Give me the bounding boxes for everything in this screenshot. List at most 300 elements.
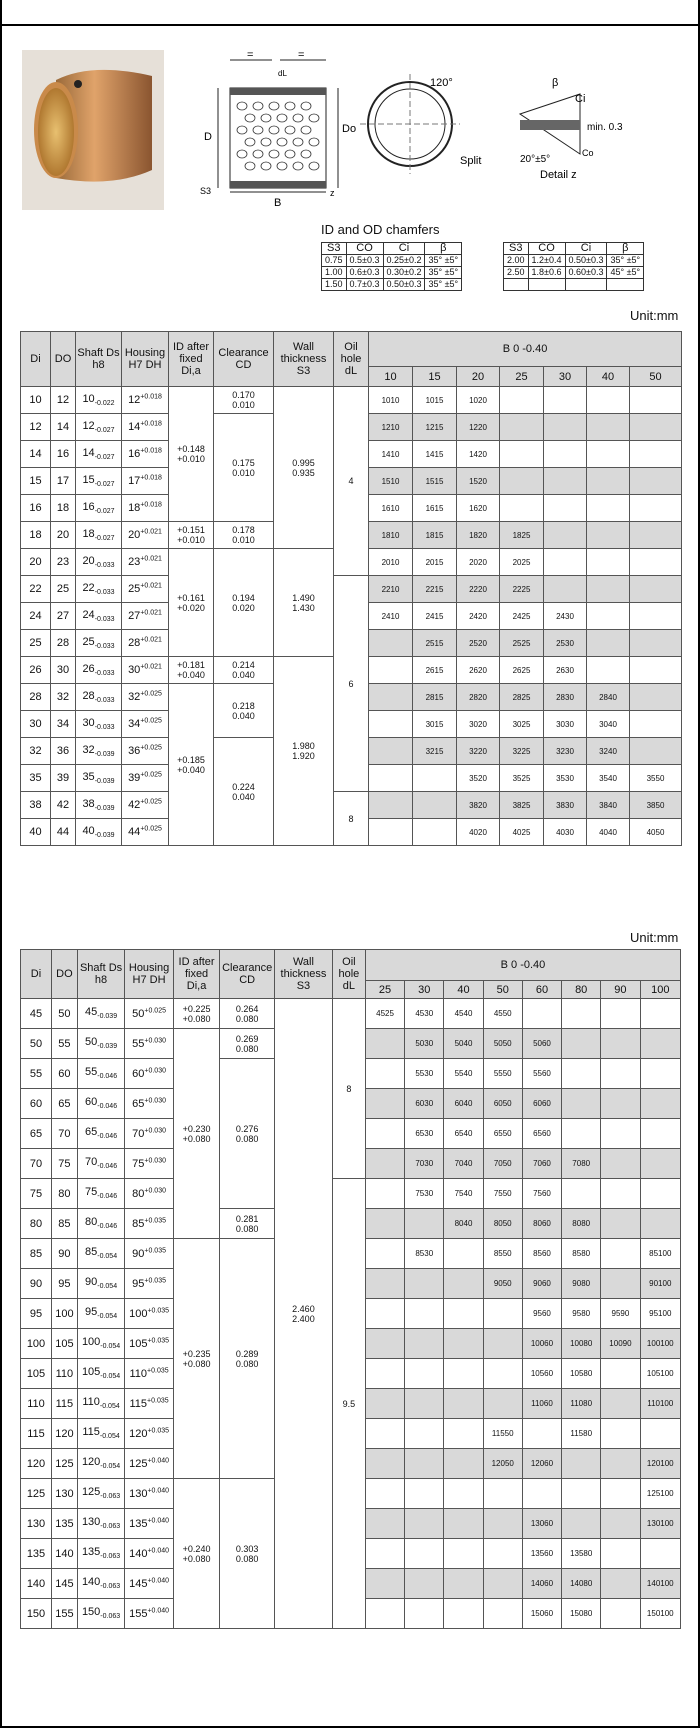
cell-do: 42 bbox=[51, 792, 76, 819]
cell-b bbox=[405, 1479, 444, 1509]
cell-b bbox=[587, 414, 630, 441]
tolerance: -0.027 bbox=[94, 427, 115, 435]
cell-b: 4025 bbox=[500, 819, 544, 846]
value: $135^{+0.040}$ bbox=[129, 1517, 170, 1530]
cell-shaft bbox=[77, 1539, 125, 1569]
cell-di: 22 bbox=[21, 576, 51, 603]
cell-shaft bbox=[76, 387, 122, 414]
cell-b bbox=[630, 630, 682, 657]
cell-b: 7550 bbox=[483, 1179, 522, 1209]
value: $65_{-0.046}$ bbox=[84, 1126, 118, 1141]
cell-b bbox=[405, 1449, 444, 1479]
cell-b: 1815 bbox=[413, 522, 457, 549]
cell-b: 8060 bbox=[522, 1209, 561, 1239]
technical-drawings bbox=[200, 44, 690, 219]
cell-wall: 1.490 1.430 bbox=[274, 549, 334, 657]
value: $40_{-0.039}$ bbox=[82, 824, 115, 840]
header-b-width: 40 bbox=[444, 981, 483, 999]
tolerance: +0.035 bbox=[147, 1367, 169, 1375]
cell-di: 60 bbox=[21, 1089, 52, 1119]
cell-b bbox=[587, 441, 630, 468]
cell-di: 95 bbox=[21, 1299, 52, 1329]
cell-b: 6560 bbox=[522, 1119, 561, 1149]
tolerance: +0.040 bbox=[147, 1547, 170, 1555]
chamfer-table-right bbox=[503, 242, 644, 291]
tolerance: +0.030 bbox=[144, 1097, 166, 1105]
cell-b: 6060 bbox=[522, 1089, 561, 1119]
tolerance: +0.018 bbox=[140, 474, 162, 482]
cell-b bbox=[630, 387, 682, 414]
cell-b bbox=[444, 1599, 483, 1629]
cell-b bbox=[413, 819, 457, 846]
cell-di: 55 bbox=[21, 1059, 52, 1089]
cell-b: 3015 bbox=[413, 711, 457, 738]
cell-di: 35 bbox=[21, 765, 51, 792]
cell-b bbox=[562, 1059, 601, 1089]
cell-b bbox=[365, 1059, 404, 1089]
cell-b bbox=[562, 1089, 601, 1119]
cell-b: 5540 bbox=[444, 1059, 483, 1089]
cell-b: 1515 bbox=[413, 468, 457, 495]
cell-b bbox=[630, 522, 682, 549]
chamfer-cell: 0.30±0.2 bbox=[383, 267, 425, 279]
cell-di: 24 bbox=[21, 603, 51, 630]
cell-b bbox=[544, 549, 587, 576]
cell-b bbox=[483, 1569, 522, 1599]
cell-b bbox=[500, 441, 544, 468]
cell-b: 2025 bbox=[500, 549, 544, 576]
cell-b bbox=[365, 1539, 404, 1569]
chamfer-header: Ci bbox=[383, 243, 425, 255]
value: $135_{-0.063}$ bbox=[81, 1546, 121, 1561]
cell-b: 4550 bbox=[483, 999, 522, 1029]
cell-b bbox=[601, 1449, 640, 1479]
cell-b: 13580 bbox=[562, 1539, 601, 1569]
cell-b bbox=[601, 1059, 640, 1089]
cell-b bbox=[562, 1029, 601, 1059]
cell-di: 25 bbox=[21, 630, 51, 657]
cell-b: 1215 bbox=[413, 414, 457, 441]
cell-housing bbox=[125, 1569, 174, 1599]
tolerance: +0.035 bbox=[147, 1397, 169, 1405]
cell-b bbox=[630, 549, 682, 576]
cell-b: 3540 bbox=[587, 765, 630, 792]
value: $12_{-0.027}$ bbox=[82, 419, 115, 435]
cell-b bbox=[544, 576, 587, 603]
tolerance: +0.025 bbox=[140, 690, 162, 698]
cell-clearance: 0.224 0.040 bbox=[214, 738, 274, 846]
tolerance: +0.030 bbox=[144, 1187, 166, 1195]
cell-shaft bbox=[76, 630, 122, 657]
cell-b: 3850 bbox=[630, 792, 682, 819]
cell-housing bbox=[125, 1239, 174, 1269]
cell-di: 20 bbox=[21, 549, 51, 576]
cell-b: 2620 bbox=[457, 657, 500, 684]
chamfer-cell: 1.8±0.6 bbox=[528, 267, 565, 279]
header-b-width: 30 bbox=[544, 367, 587, 387]
cell-b bbox=[444, 1569, 483, 1599]
cell-b: 3025 bbox=[500, 711, 544, 738]
cell-do: 110 bbox=[51, 1359, 77, 1389]
chamfer-row bbox=[504, 255, 644, 267]
cell-b: 1825 bbox=[500, 522, 544, 549]
cell-shaft bbox=[76, 657, 122, 684]
tolerance: +0.021 bbox=[140, 609, 162, 617]
cell-clearance: 0.303 0.080 bbox=[220, 1479, 275, 1629]
cell-b bbox=[369, 819, 413, 846]
cell-b bbox=[369, 711, 413, 738]
cell-housing bbox=[125, 1509, 174, 1539]
cell-b: 85100 bbox=[640, 1239, 680, 1269]
value: $10_{-0.022}$ bbox=[82, 392, 115, 408]
tolerance: -0.054 bbox=[97, 1283, 118, 1291]
chamfer-cell: 0.25±0.2 bbox=[383, 255, 425, 267]
cell-b: 2825 bbox=[500, 684, 544, 711]
tolerance: -0.027 bbox=[94, 481, 115, 489]
cell-b: 3020 bbox=[457, 711, 500, 738]
tolerance: -0.039 bbox=[94, 751, 115, 759]
cell-b: 2530 bbox=[544, 630, 587, 657]
cell-b: 3220 bbox=[457, 738, 500, 765]
tolerance: +0.018 bbox=[140, 501, 162, 509]
cell-b bbox=[630, 711, 682, 738]
cell-id-after: +0.148 +0.010 bbox=[169, 387, 214, 522]
cell-clearance: 0.214 0.040 bbox=[214, 657, 274, 684]
chamfer-cell: 35° ±5° bbox=[425, 267, 462, 279]
header-b-width: 50 bbox=[630, 367, 682, 387]
value: $140_{-0.063}$ bbox=[81, 1576, 121, 1591]
tolerance: +0.025 bbox=[140, 771, 162, 779]
cell-b: 2420 bbox=[457, 603, 500, 630]
cell-b bbox=[630, 684, 682, 711]
cell-b: 6540 bbox=[444, 1119, 483, 1149]
cell-b: 2415 bbox=[413, 603, 457, 630]
chamfer-row bbox=[322, 279, 462, 291]
header-b-width: 40 bbox=[587, 367, 630, 387]
cell-wall: 2.460 2.400 bbox=[275, 999, 333, 1629]
cell-b bbox=[444, 1539, 483, 1569]
cell-do: 130 bbox=[51, 1479, 77, 1509]
cell-b bbox=[365, 1449, 404, 1479]
value: $145^{+0.040}$ bbox=[129, 1577, 170, 1590]
cell-shaft bbox=[77, 1329, 125, 1359]
header-b-width: 60 bbox=[522, 981, 561, 999]
cell-b bbox=[444, 1509, 483, 1539]
cell-b bbox=[544, 414, 587, 441]
cell-shaft bbox=[77, 1119, 125, 1149]
header-b-width: 50 bbox=[483, 981, 522, 999]
cell-di: 90 bbox=[21, 1269, 52, 1299]
cell-b bbox=[365, 1569, 404, 1599]
cell-b: 5060 bbox=[522, 1029, 561, 1059]
cell-b bbox=[483, 1389, 522, 1419]
cell-b: 1010 bbox=[369, 387, 413, 414]
cell-b: 2425 bbox=[500, 603, 544, 630]
value: $20^{+0.021}$ bbox=[128, 528, 162, 542]
cell-shaft bbox=[77, 1509, 125, 1539]
cell-b: 11060 bbox=[522, 1389, 561, 1419]
cell-housing bbox=[125, 1119, 174, 1149]
eq-right-label: = bbox=[298, 49, 305, 61]
cell-do: 100 bbox=[51, 1299, 77, 1329]
cell-housing bbox=[122, 495, 169, 522]
value: $70_{-0.046}$ bbox=[84, 1156, 118, 1171]
cell-b bbox=[483, 1599, 522, 1629]
cell-do: 75 bbox=[51, 1149, 77, 1179]
cell-housing bbox=[122, 468, 169, 495]
value: $130^{+0.040}$ bbox=[129, 1487, 170, 1500]
cell-b: 2215 bbox=[413, 576, 457, 603]
cell-housing bbox=[122, 603, 169, 630]
cell-b bbox=[365, 1149, 404, 1179]
tolerance: +0.025 bbox=[140, 717, 162, 725]
value: $125_{-0.063}$ bbox=[81, 1486, 121, 1501]
cell-b bbox=[483, 1329, 522, 1359]
cell-b bbox=[630, 495, 682, 522]
cell-wall: 0.995 0.935 bbox=[274, 387, 334, 549]
value: $16_{-0.027}$ bbox=[82, 500, 115, 516]
cell-do: 12 bbox=[51, 387, 76, 414]
cell-b bbox=[405, 1329, 444, 1359]
cell-b: 2410 bbox=[369, 603, 413, 630]
cell-b bbox=[587, 630, 630, 657]
header-b-width: 100 bbox=[640, 981, 680, 999]
cell-di: 38 bbox=[21, 792, 51, 819]
value: $18_{-0.027}$ bbox=[82, 527, 115, 543]
tolerance: -0.039 bbox=[97, 1013, 118, 1021]
cell-housing bbox=[122, 630, 169, 657]
cell-b: 2525 bbox=[500, 630, 544, 657]
z-label: z bbox=[330, 188, 335, 198]
cell-b: 2430 bbox=[544, 603, 587, 630]
header-shaft: Shaft Ds h8 bbox=[76, 332, 122, 387]
cell-b: 150100 bbox=[640, 1599, 680, 1629]
cell-b bbox=[405, 1599, 444, 1629]
cell-b: 9060 bbox=[522, 1269, 561, 1299]
cell-shaft bbox=[77, 1449, 125, 1479]
header-shaft: Shaft Ds h8 bbox=[77, 950, 125, 999]
cell-b: 2830 bbox=[544, 684, 587, 711]
cell-do: 23 bbox=[51, 549, 76, 576]
cell-b: 130100 bbox=[640, 1509, 680, 1539]
cell-shaft bbox=[76, 765, 122, 792]
cell-di: 85 bbox=[21, 1239, 52, 1269]
value: $80^{+0.030}$ bbox=[132, 1187, 166, 1200]
cell-clearance: 0.218 0.040 bbox=[214, 684, 274, 738]
tolerance: +0.025 bbox=[144, 1007, 166, 1015]
chamfer-cell bbox=[565, 279, 607, 291]
cell-b: 1420 bbox=[457, 441, 500, 468]
cell-do: 17 bbox=[51, 468, 76, 495]
cell-b bbox=[562, 1479, 601, 1509]
tolerance: +0.021 bbox=[140, 582, 162, 590]
cell-b bbox=[365, 1179, 404, 1209]
cell-b bbox=[562, 1449, 601, 1479]
cell-housing bbox=[122, 792, 169, 819]
cell-b: 140100 bbox=[640, 1569, 680, 1599]
cell-b bbox=[365, 1119, 404, 1149]
cell-do: 50 bbox=[51, 999, 77, 1029]
value: $14_{-0.027}$ bbox=[82, 446, 115, 462]
tolerance: -0.046 bbox=[97, 1073, 118, 1081]
cell-b: 3040 bbox=[587, 711, 630, 738]
chamfer-cell: 45° ±5° bbox=[607, 267, 644, 279]
chamfer-header: Ci bbox=[565, 243, 607, 255]
tolerance: -0.063 bbox=[100, 1493, 121, 1501]
cell-b: 3525 bbox=[500, 765, 544, 792]
cell-b bbox=[369, 792, 413, 819]
cell-b: 2625 bbox=[500, 657, 544, 684]
cell-di: 75 bbox=[21, 1179, 52, 1209]
cell-b bbox=[601, 1179, 640, 1209]
chamfer-caption: ID and OD chamfers bbox=[321, 222, 440, 237]
cell-b bbox=[369, 684, 413, 711]
cell-b: 8080 bbox=[562, 1209, 601, 1239]
tolerance: -0.063 bbox=[100, 1523, 121, 1531]
chamfer-cell: 2.50 bbox=[504, 267, 529, 279]
cell-b bbox=[562, 999, 601, 1029]
header-oil: Oil hole dL bbox=[334, 332, 369, 387]
chamfer-cell: 0.7±0.3 bbox=[346, 279, 383, 291]
value: $120_{-0.054}$ bbox=[81, 1456, 121, 1471]
cell-b bbox=[640, 1119, 680, 1149]
cell-housing bbox=[125, 1089, 174, 1119]
cell-do: 39 bbox=[51, 765, 76, 792]
cell-b bbox=[601, 1089, 640, 1119]
value: $50_{-0.039}$ bbox=[84, 1036, 118, 1051]
cell-b: 3030 bbox=[544, 711, 587, 738]
cell-b bbox=[483, 1539, 522, 1569]
cell-b bbox=[365, 1029, 404, 1059]
cell-di: 110 bbox=[21, 1389, 52, 1419]
cell-b bbox=[365, 1209, 404, 1239]
cell-di: 120 bbox=[21, 1449, 52, 1479]
value: $60^{+0.030}$ bbox=[132, 1067, 166, 1080]
cell-b bbox=[601, 1269, 640, 1299]
chamfer-cell: 0.75 bbox=[322, 255, 347, 267]
value: $80_{-0.046}$ bbox=[84, 1216, 118, 1231]
value: $100^{+0.035}$ bbox=[129, 1307, 170, 1320]
tolerance: +0.035 bbox=[144, 1247, 166, 1255]
cell-b bbox=[369, 765, 413, 792]
value: $120^{+0.035}$ bbox=[129, 1427, 170, 1440]
cell-b: 9560 bbox=[522, 1299, 561, 1329]
value: $55^{+0.030}$ bbox=[132, 1037, 166, 1050]
value: $17^{+0.018}$ bbox=[128, 474, 162, 488]
header-b: B 0 -0.40 bbox=[365, 950, 680, 981]
cell-do: 70 bbox=[51, 1119, 77, 1149]
value: $12^{+0.018}$ bbox=[128, 393, 162, 407]
cell-b bbox=[544, 495, 587, 522]
cell-do: 80 bbox=[51, 1179, 77, 1209]
value: $115_{-0.054}$ bbox=[82, 1426, 120, 1441]
cell-do: 18 bbox=[51, 495, 76, 522]
cell-b: 10060 bbox=[522, 1329, 561, 1359]
cell-b bbox=[562, 1119, 601, 1149]
cell-b: 13060 bbox=[522, 1509, 561, 1539]
cell-b bbox=[544, 387, 587, 414]
cell-b: 6040 bbox=[444, 1089, 483, 1119]
tolerance: -0.054 bbox=[99, 1403, 120, 1411]
chamfer-cell bbox=[528, 279, 565, 291]
cell-b bbox=[587, 468, 630, 495]
cell-shaft bbox=[76, 414, 122, 441]
cell-b: 5030 bbox=[405, 1029, 444, 1059]
cell-b bbox=[640, 1089, 680, 1119]
value: $110_{-0.054}$ bbox=[82, 1396, 120, 1411]
chamfer-cell: 1.50 bbox=[322, 279, 347, 291]
value: $35_{-0.039}$ bbox=[82, 770, 115, 786]
value: $150_{-0.063}$ bbox=[81, 1606, 121, 1621]
value: $18^{+0.018}$ bbox=[128, 501, 162, 515]
cell-b: 5050 bbox=[483, 1029, 522, 1059]
chamfer-header: CO bbox=[346, 243, 383, 255]
cell-b: 9580 bbox=[562, 1299, 601, 1329]
chamfer-header: S3 bbox=[504, 243, 529, 255]
tolerance: -0.033 bbox=[94, 589, 115, 597]
value: $14^{+0.018}$ bbox=[128, 420, 162, 434]
value: $28^{+0.021}$ bbox=[128, 636, 162, 650]
cell-do: 85 bbox=[51, 1209, 77, 1239]
cell-b: 1520 bbox=[457, 468, 500, 495]
cell-do: 16 bbox=[51, 441, 76, 468]
cell-b: 110100 bbox=[640, 1389, 680, 1419]
tolerance: +0.018 bbox=[140, 393, 162, 401]
cell-do: 32 bbox=[51, 684, 76, 711]
header-wall: Wall thickness S3 bbox=[275, 950, 333, 999]
value: $23^{+0.021}$ bbox=[128, 555, 162, 569]
chamfer-cell: 1.00 bbox=[322, 267, 347, 279]
cell-b: 6530 bbox=[405, 1119, 444, 1149]
value: $85^{+0.035}$ bbox=[132, 1217, 166, 1230]
header-b-width: 25 bbox=[500, 367, 544, 387]
cell-shaft bbox=[76, 549, 122, 576]
value: $95^{+0.035}$ bbox=[132, 1277, 166, 1290]
tolerance: -0.033 bbox=[94, 643, 115, 651]
bushing-photo bbox=[22, 50, 164, 210]
cell-clearance: 0.276 0.080 bbox=[220, 1059, 275, 1209]
tolerance: -0.027 bbox=[94, 508, 115, 516]
cell-b: 11080 bbox=[562, 1389, 601, 1419]
angle-label: 120° bbox=[430, 77, 453, 89]
value: $65^{+0.030}$ bbox=[132, 1097, 166, 1110]
cell-b: 1610 bbox=[369, 495, 413, 522]
cell-shaft bbox=[76, 441, 122, 468]
value: $25_{-0.033}$ bbox=[82, 635, 115, 651]
header-b-width: 80 bbox=[562, 981, 601, 999]
cell-b: 12060 bbox=[522, 1449, 561, 1479]
d-label: D bbox=[204, 131, 212, 143]
cell-b: 1615 bbox=[413, 495, 457, 522]
cell-oil: 9.5 bbox=[332, 1179, 365, 1629]
cell-shaft bbox=[77, 1389, 125, 1419]
chamfer-header: β bbox=[425, 243, 462, 255]
value: $27^{+0.021}$ bbox=[128, 609, 162, 623]
cell-shaft bbox=[76, 522, 122, 549]
cell-b bbox=[405, 1509, 444, 1539]
value: $115^{+0.035}$ bbox=[129, 1397, 169, 1410]
cell-do: 145 bbox=[51, 1569, 77, 1599]
cell-b bbox=[444, 1269, 483, 1299]
tolerance: -0.046 bbox=[97, 1193, 118, 1201]
header-do: DO bbox=[51, 950, 77, 999]
cell-b bbox=[365, 1419, 404, 1449]
cell-b bbox=[483, 1359, 522, 1389]
chamfer-header: S3 bbox=[322, 243, 347, 255]
dimension-table-2 bbox=[20, 949, 681, 1629]
cell-b bbox=[630, 603, 682, 630]
value: $30_{-0.033}$ bbox=[82, 716, 115, 732]
